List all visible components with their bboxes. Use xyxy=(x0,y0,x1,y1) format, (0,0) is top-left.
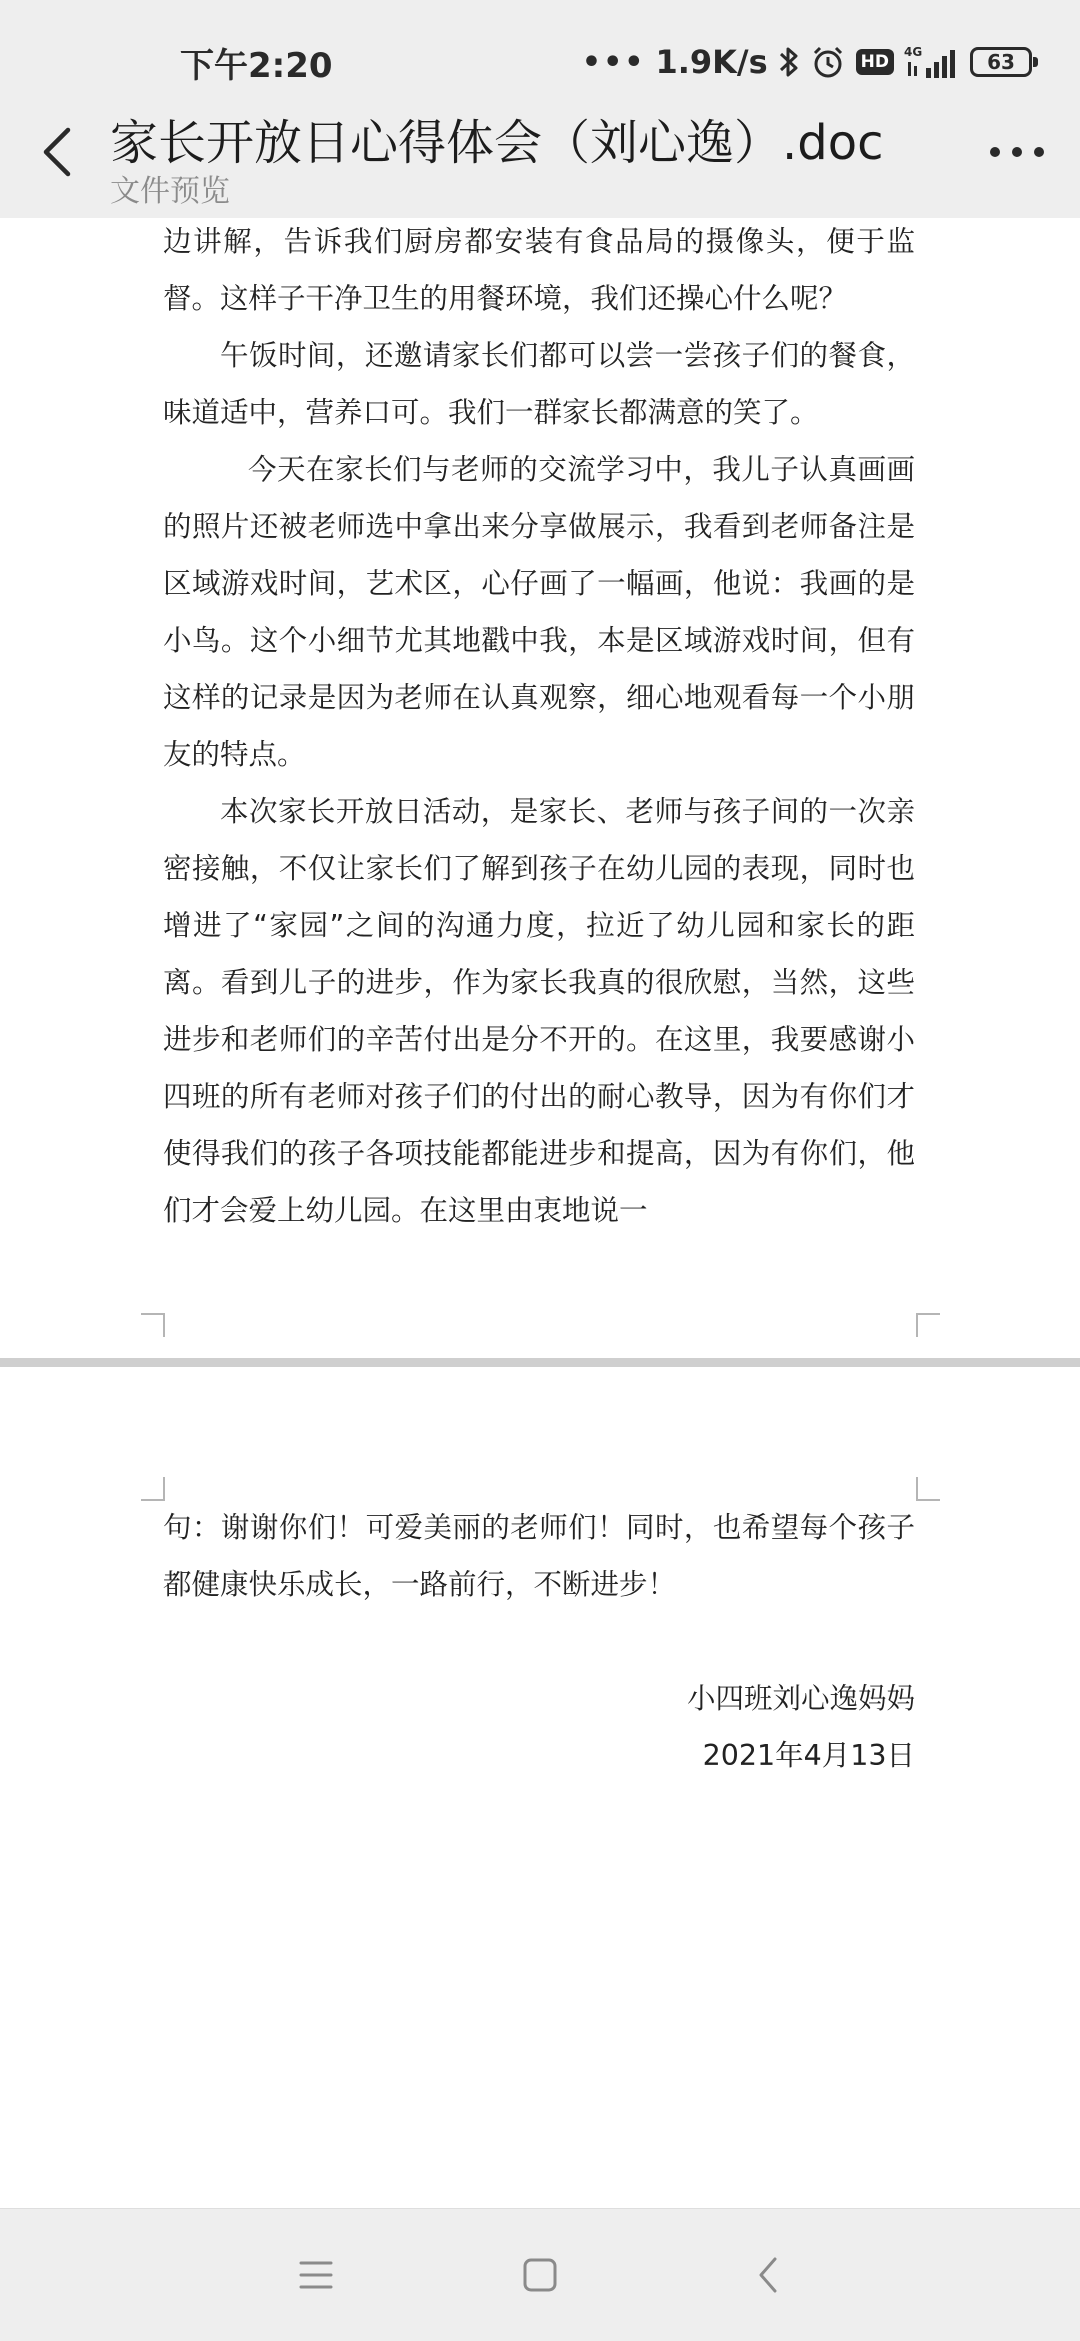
signal-icon xyxy=(904,44,960,80)
back-nav-button[interactable] xyxy=(738,2245,798,2305)
document-date: 2021年4月13日 xyxy=(702,1739,915,1772)
more-horizontal-icon xyxy=(989,145,1045,159)
page-margin-corner xyxy=(916,1313,940,1337)
paragraph-2: 午饭时间，还邀请家长们都可以尝一尝孩子们的餐食，味道适中，营养口可。我们一群家长都满意的笑了。 xyxy=(163,339,915,429)
back-triangle-icon xyxy=(756,2255,780,2295)
paragraph-3: 今天在家长们与老师的交流学习中，我儿子认真画画的照片还被老师选中拿出来分享做展示，我看到老师备注是区域游戏时间，艺术区，心仔画了一幅画，他说：我画的是小鸟。这个小细节尤其地戳中我，本是区域游戏时间，但有这样的记录是因为老师在认真观察，细心地观看每一个小朋友的特点。 xyxy=(163,453,915,771)
navigation-bar xyxy=(0,2208,1080,2341)
page-margin-corner xyxy=(141,1477,165,1501)
document-page-2 xyxy=(0,1367,1080,2208)
app-bar xyxy=(0,100,1080,218)
svg-text:4G: 4G xyxy=(904,45,923,59)
document-title: 家长开放日心得体会（刘心逸）.doc xyxy=(110,115,884,171)
hd-badge: HD xyxy=(856,49,894,75)
page-margin-corner xyxy=(141,1313,165,1337)
more-options-button[interactable] xyxy=(982,132,1052,172)
battery-icon: 63 xyxy=(970,47,1032,77)
paragraph-1: 边讲解，告诉我们厨房都安装有食品局的摄像头，便于监督。这样子干净卫生的用餐环境，我们还操心什么呢？ xyxy=(163,225,915,315)
menu-icon xyxy=(298,2258,334,2292)
document-page-1 xyxy=(0,218,1080,1358)
home-square-icon xyxy=(522,2257,558,2293)
back-button[interactable] xyxy=(28,122,88,182)
home-button[interactable] xyxy=(510,2245,570,2305)
page-separator xyxy=(0,1358,1080,1367)
alarm-icon xyxy=(810,44,846,80)
app-header xyxy=(0,0,1080,218)
status-icons xyxy=(582,36,1032,88)
recent-apps-button[interactable] xyxy=(286,2245,346,2305)
document-preview[interactable] xyxy=(0,218,1080,2208)
paragraph-5: 句：谢谢你们！可爱美丽的老师们！同时，也希望每个孩子都健康快乐成长，一路前行，不断进步！ xyxy=(163,1511,915,1601)
network-speed: 1.9K/s xyxy=(655,43,768,81)
paragraph-4: 本次家长开放日活动，是家长、老师与孩子间的一次亲密接触，不仅让家长们了解到孩子在幼儿园的表现，同时也增进了“家园”之间的沟通力度，拉近了幼儿园和家长的距离。看到儿子的进步，作为家长我真的很欣慰，当然，这些进步和老师们的辛苦付出是分不开的。在这里，我要感谢小四班的所有老师对孩子们的付出的耐心教导，因为有你们才使得我们的孩子各项技能都能进步和提高，因为有你们，他们才会爱上幼儿园。在这里由衷地说一 xyxy=(163,795,915,1227)
document-subtitle: 文件预览 xyxy=(110,174,230,209)
chevron-left-icon xyxy=(38,124,78,180)
page-1-text xyxy=(163,218,915,1239)
page-2-text xyxy=(163,1499,915,1784)
status-time: 下午2:20 xyxy=(180,46,333,86)
signature: 小四班刘心逸妈妈 xyxy=(686,1682,915,1715)
notification-dots: ••• xyxy=(581,44,646,80)
bluetooth-icon xyxy=(778,45,800,79)
page-margin-corner xyxy=(916,1477,940,1501)
